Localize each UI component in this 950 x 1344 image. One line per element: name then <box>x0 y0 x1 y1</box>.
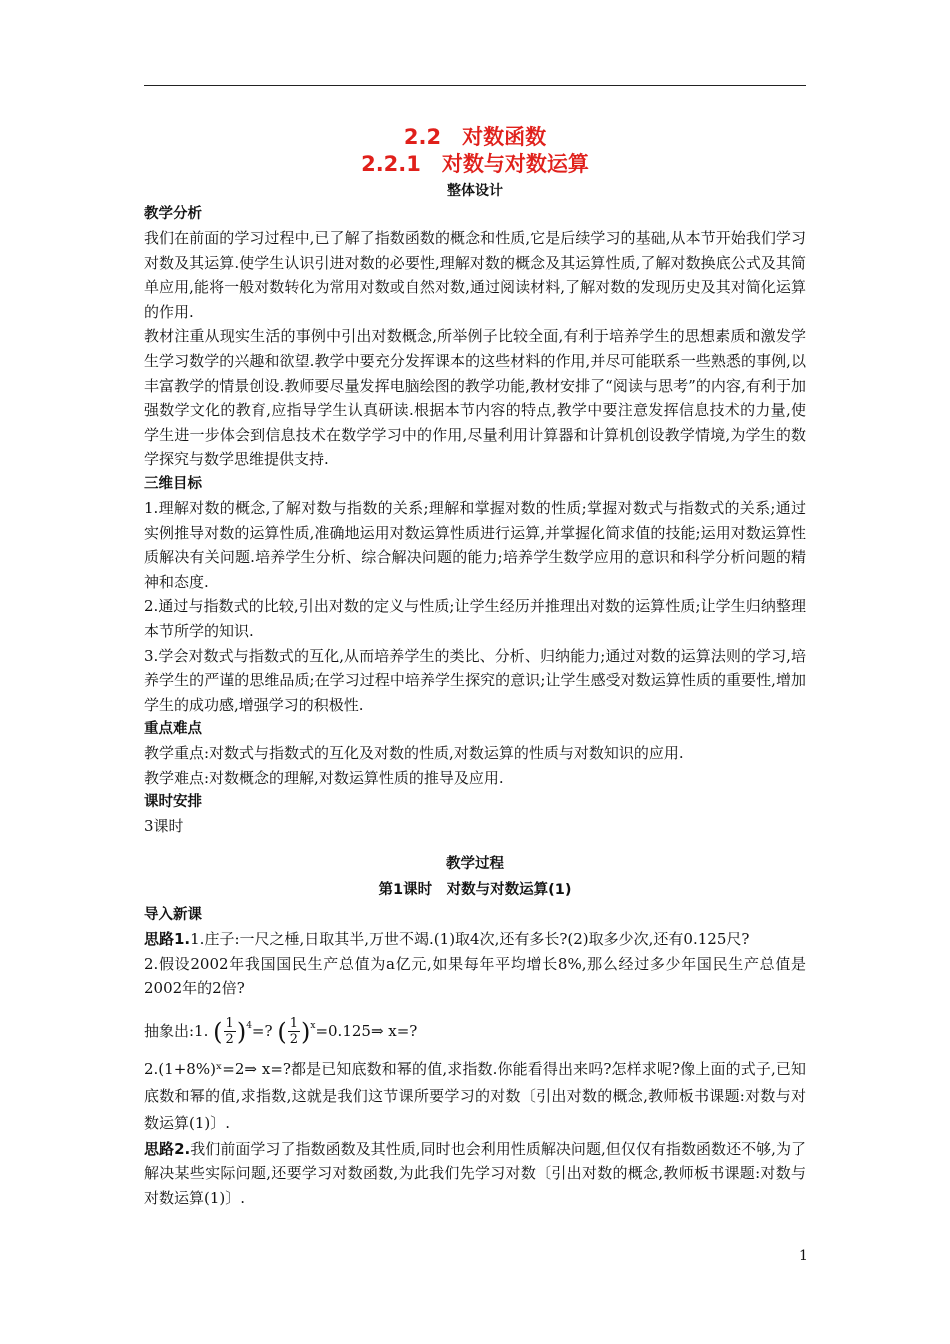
analysis-paragraph-2: 教材注重从现实生活的事例中引出对数概念,所举例子比较全面,有利于培养学生的思想素质和激发学生学习数学的兴趣和欲望.教学中要充分发挥课本的这些材料的作用,并尽可能联系一些熟悉的事例,以丰富教学的情景创设.教师要尽量发挥电脑绘图的教学功能,教材安排了“阅读与思考”的内容,有利于加强数学文化的教育,应指导学生认真研读.根据本节内容的特点,教学中要注意发挥信息技术的力量,使学生进一步体会到信息技术在数学学习中的作用,尽量利用计算器和计算机创设教学情境,为学生的数学探究与数学思维提供支持. <box>144 327 806 469</box>
idea-2-paragraph <box>144 1137 806 1211</box>
subsection-title: 2.2.1 对数与对数运算 <box>361 152 589 176</box>
eq1-tail: =? <box>251 1021 273 1040</box>
abstract-equations: 抽象出:1. ( $\frac{1}{2}$ )$^4$=? ( $\frac{1}{2}$ )$^x$=0.125⇒ x=? <box>144 1016 418 1048</box>
document-page <box>144 124 806 1211</box>
hours-text: 3课时 <box>144 817 184 836</box>
header-rule <box>144 85 806 86</box>
key-points-heading: 重点难点 <box>144 721 202 738</box>
goal-2: 2.通过与指数式的比较,引出对数的定义与性质;让学生经历并推理出对数的运算性质;让学生归纳整理本节所学的知识. <box>144 597 806 640</box>
idea-2-label: 思路2. <box>144 1139 191 1158</box>
fraction-half: $\frac{1}{2}$ <box>225 1016 234 1048</box>
eq2-tail: =0.125⇒ x=? <box>315 1021 418 1040</box>
overall-design-title: 整体设计 <box>447 183 503 199</box>
section-title: 2.2 对数函数 <box>403 125 547 149</box>
idea-2-text: 我们前面学习了指数函数及其性质,同时也会利用性质解决问题,但仅仅有指数函数还不够,为了解决某些实际问题,还要学习对数函数,为此我们先学习对数〔引出对数的概念,教师板书课题:对数与对数运算(1)〕. <box>144 1139 807 1208</box>
goal-3: 3.学会对数式与指数式的互化,从而培养学生的类比、分析、归纳能力;通过对数的运算法则的学习,培养学生的严谨的思维品质;在学习过程中培养学生探究的意识;让学生感受对数运算性质的重要性,增加学生的成功感,增强学习的积极性. <box>144 646 806 714</box>
abstract-prefix: 抽象出:1. <box>144 1021 209 1040</box>
abstract-equation-2: 2.(1+8%)ˣ=2⇒ x=?都是已知底数和幂的值,求指数.你能看得出来吗?怎样求呢?像上面的式子,已知底数和幂的值,求指数,这就是我们这节课所要学习的对数〔引出对数的概念,教师板书课题:对数与对数运算(1)〕. <box>144 1059 806 1132</box>
idea-1-question-2: 2.假设2002年我国国民生产总值为a亿元,如果每年平均增长8%,那么经过多少年国民生产总值是2002年的2倍? <box>144 954 806 998</box>
analysis-paragraph-1: 我们在前面的学习过程中,已了解了指数函数的概念和性质,它是后续学习的基础,从本节开始我们学习对数及其运算.使学生认识引进对数的必要性,理解对数的概念及其运算性质,了解对数换底公式及其简单应用,能将一般对数转化为常用对数或自然对数,通过阅读材料,了解对数的发现历史及其对简化运算的作用. <box>144 229 806 321</box>
idea-1-text: 1.庄子:一尺之棰,日取其半,万世不竭.(1)取4次,还有多长?(2)取多少次,还有0.125尺? <box>190 930 750 949</box>
lesson-heading: 第1课时 对数与对数运算(1) <box>378 882 572 899</box>
intro-heading: 导入新课 <box>144 907 202 924</box>
key-point-difficulty: 教学难点:对数概念的理解,对数运算性质的推导及应用. <box>144 768 504 787</box>
process-heading: 教学过程 <box>446 856 504 873</box>
idea-1-label: 思路1. <box>144 930 191 949</box>
fraction-half-2: $\frac{1}{2}$ <box>289 1016 298 1048</box>
page-number: 1 <box>799 1248 808 1264</box>
idea-1-paragraph <box>144 927 806 952</box>
hours-heading: 课时安排 <box>144 794 202 811</box>
goal-1: 1.理解对数的概念,了解对数与指数的关系;理解和掌握对数的性质;掌握对数式与指数式的关系;通过实例推导对数的运算性质,准确地运用对数运算性质进行运算,并掌握化简求值的技能;运用对数运算性质解决有关问题.培养学生分析、综合解决问题的能力;培养学生数学应用的意识和科学分析问题的精神和态度. <box>144 498 806 591</box>
analysis-heading: 教学分析 <box>144 206 202 222</box>
goals-heading: 三维目标 <box>144 475 202 492</box>
key-point-focus: 教学重点:对数式与指数式的互化及对数的性质,对数运算的性质与对数知识的应用. <box>144 744 684 763</box>
